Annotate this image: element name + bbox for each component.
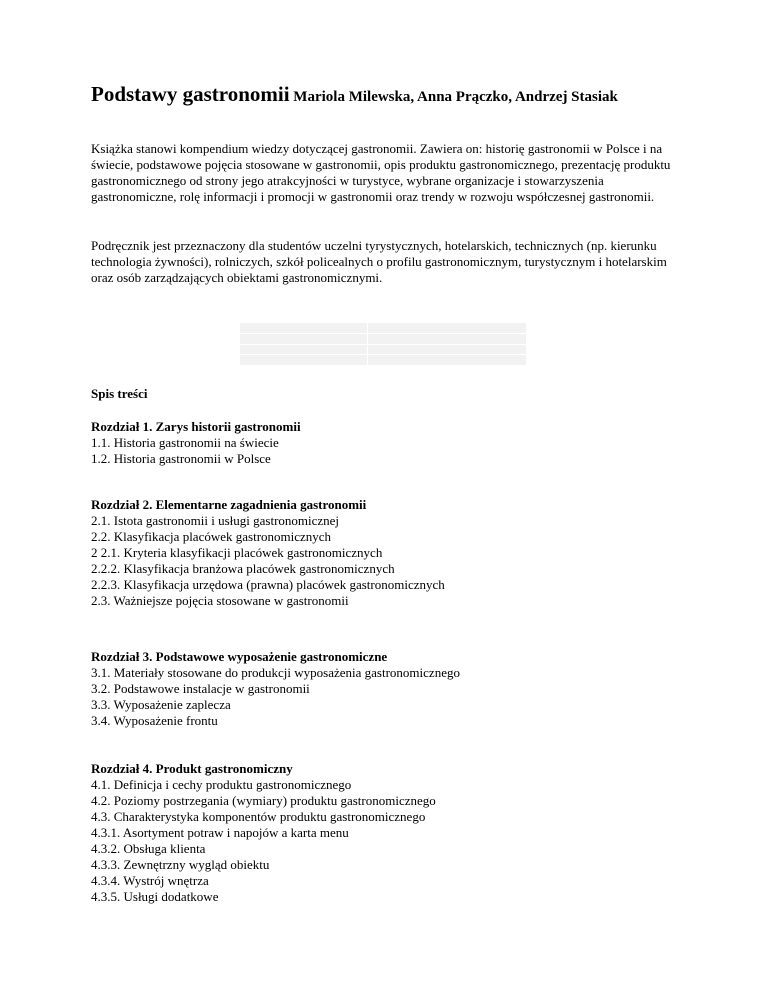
- table-cell: [368, 323, 527, 334]
- chapter-title: Rozdział 2. Elementarne zagadnienia gastronomii: [91, 497, 367, 512]
- table-cell: [240, 333, 368, 344]
- toc-item: 2.2.3. Klasyfikacja urzędowa (prawna) placówek gastronomicznych: [91, 577, 445, 592]
- book-authors: Mariola Milewska, Anna Prączko, Andrzej Stasiak: [293, 89, 618, 105]
- toc-item: 4.3.3. Zewnętrzny wygląd obiektu: [91, 857, 270, 872]
- toc-chapter-4: [91, 761, 711, 905]
- audience-paragraph: Podręcznik jest przeznaczony dla studentów uczelni tyrystycznych, hotelarskich, technicznych (np. kierunku technologia żywności), rolniczych, szkół policealnych o profilu gastronomicznym, turystycznym i hotelarskim oraz osób zarządzających obiektami gastronomicznymi.: [91, 238, 667, 285]
- toc-item: 2.3. Ważniejsze pojęcia stosowane w gastronomii: [91, 593, 349, 608]
- table-cell: [368, 344, 527, 355]
- table-cell: [240, 344, 368, 355]
- chapter-title: Rozdział 4. Produkt gastronomiczny: [91, 761, 293, 776]
- table-cell: [240, 323, 368, 334]
- chapter-title: Rozdział 3. Podstawowe wyposażenie gastronomiczne: [91, 649, 388, 664]
- toc-chapter-1: [91, 419, 711, 467]
- toc-item: 3.4. Wyposażenie frontu: [91, 713, 218, 728]
- toc-item: 2.2.2. Klasyfikacja branżowa placówek gastronomicznych: [91, 561, 395, 576]
- toc-item: 1.1. Historia gastronomii na świecie: [91, 435, 279, 450]
- table-cell: [368, 355, 527, 366]
- table-row: [240, 333, 527, 344]
- table-row: [240, 323, 527, 334]
- table-row: [240, 344, 527, 355]
- toc-chapter-2: [91, 497, 711, 609]
- toc-item: 1.2. Historia gastronomii w Polsce: [91, 451, 271, 466]
- table-row: [240, 355, 527, 366]
- table-cell: [368, 333, 527, 344]
- empty-table: [239, 322, 527, 366]
- table-cell: [240, 355, 368, 366]
- book-title: Podstawy gastronomii: [91, 82, 290, 106]
- toc-item: 4.2. Poziomy postrzegania (wymiary) produktu gastronomicznego: [91, 793, 436, 808]
- toc-item: 4.3. Charakterystyka komponentów produktu gastronomicznego: [91, 809, 426, 824]
- toc-item: 2.2. Klasyfikacja placówek gastronomicznych: [91, 529, 332, 544]
- toc-chapter-3: [91, 649, 711, 729]
- toc-item: 4.3.2. Obsługa klienta: [91, 841, 206, 856]
- toc-item: 4.3.4. Wystrój wnętrza: [91, 873, 209, 888]
- toc-item: 3.2. Podstawowe instalacje w gastronomii: [91, 681, 310, 696]
- toc-item: 3.3. Wyposażenie zaplecza: [91, 697, 231, 712]
- toc-item: 2.1. Istota gastronomii i usługi gastronomicznej: [91, 513, 340, 528]
- toc-item: 4.3.1. Asortyment potraw i napojów a karta menu: [91, 825, 349, 840]
- toc-item: 3.1. Materiały stosowane do produkcji wyposażenia gastronomicznego: [91, 665, 460, 680]
- toc-item: 4.3.5. Usługi dodatkowe: [91, 889, 219, 904]
- toc-item: 4.1. Definicja i cechy produktu gastronomicznego: [91, 777, 352, 792]
- document-title: [91, 84, 691, 108]
- description-paragraph: Książka stanowi kompendium wiedzy dotyczącej gastronomii. Zawiera on: historię gastronomii w Polsce i na świecie, podstawowe pojęcia stosowane w gastronomii, opis produktu gastronomicznego, prezentację produktu gastronomicznego od strony jego atrakcyjności w turystyce, wybrane organizacje i stowarzyszenia gastronomiczne, rolę informacji i promocji w gastronomii oraz trendy w rozwoju współczesnej gastronomii.: [91, 141, 671, 204]
- chapter-title: Rozdział 1. Zarys historii gastronomii: [91, 419, 301, 434]
- toc-heading: Spis treści: [91, 386, 148, 401]
- toc-item: 2 2.1. Kryteria klasyfikacji placówek gastronomicznych: [91, 545, 383, 560]
